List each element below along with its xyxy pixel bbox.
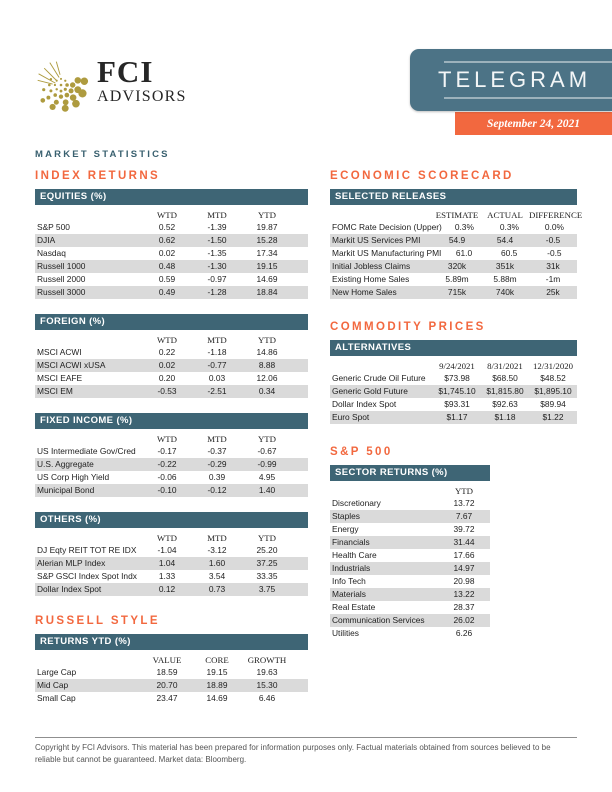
- table-row: [35, 458, 308, 471]
- row-label: US Corp High Yield: [37, 472, 110, 482]
- column-header: WTD: [156, 532, 178, 543]
- row-label: S&P GSCI Index Spot Indx: [37, 571, 137, 581]
- cell-value: -1.35: [207, 248, 227, 258]
- right-column: [330, 170, 583, 655]
- table-row: [35, 570, 308, 583]
- table-row: [330, 234, 577, 247]
- column-header: YTD: [257, 209, 277, 220]
- column-header-row: [330, 485, 490, 497]
- cell-value: -0.06: [157, 472, 177, 482]
- column-header-row: [35, 532, 308, 544]
- cell-value: 13.22: [453, 589, 475, 599]
- cell-value: 5.89m: [445, 274, 469, 284]
- page-title: MARKET STATISTICS: [35, 149, 170, 160]
- column-header-row: [330, 360, 577, 372]
- cell-value: -0.5: [547, 248, 562, 258]
- row-label: Health Care: [332, 550, 377, 560]
- table-row: [330, 523, 490, 536]
- column-header: 8/31/2021: [487, 360, 523, 371]
- cell-value: $93.31: [444, 399, 470, 409]
- table-row: [330, 562, 490, 575]
- banner-title: TELEGRAM: [438, 66, 592, 92]
- row-label: U.S. Aggregate: [37, 459, 94, 469]
- selected-releases-table: [330, 189, 583, 299]
- table-row: [35, 286, 308, 299]
- row-label: Small Cap: [37, 693, 76, 703]
- cell-value: 0.49: [158, 287, 176, 297]
- sector-returns-table: [330, 465, 490, 640]
- left-column: [35, 170, 308, 720]
- column-header: CORE: [205, 654, 229, 665]
- cell-value: 18.59: [156, 667, 178, 677]
- cell-value: -1.50: [207, 235, 227, 245]
- banner-rule-top: [444, 61, 612, 63]
- cell-value: 0.03: [208, 373, 226, 383]
- table-row: [330, 601, 490, 614]
- row-label: Discretionary: [332, 498, 381, 508]
- table-row: [35, 484, 308, 497]
- cell-value: 0.34: [258, 386, 276, 396]
- row-label: Communication Services: [332, 615, 425, 625]
- cell-value: 4.95: [258, 472, 276, 482]
- cell-value: -1.30: [207, 261, 227, 271]
- table-row: [35, 234, 308, 247]
- cell-value: -0.10: [157, 485, 177, 495]
- table-title-bar: FOREIGN (%): [35, 314, 308, 330]
- cell-value: -0.5: [545, 235, 561, 245]
- cell-value: 31k: [546, 261, 560, 271]
- column-header-row: [35, 433, 308, 445]
- row-label: Industrials: [332, 563, 371, 573]
- cell-value: 28.37: [453, 602, 475, 612]
- table-row: [35, 221, 308, 234]
- cell-value: 25.20: [256, 545, 278, 555]
- row-label: Staples: [332, 511, 360, 521]
- cell-value: 14.69: [206, 693, 228, 703]
- cell-value: 15.28: [256, 235, 278, 245]
- table-row: [330, 510, 490, 523]
- row-label: Generic Crude Oil Future: [332, 373, 426, 383]
- table-row: [35, 346, 308, 359]
- cell-value: 740k: [495, 287, 515, 297]
- cell-value: $1,745.10: [438, 386, 476, 396]
- cell-value: $73.98: [444, 373, 470, 383]
- table-title-bar: ALTERNATIVES: [330, 340, 577, 356]
- cell-value: -1.28: [207, 287, 227, 297]
- table-row: [330, 398, 577, 411]
- row-label: Large Cap: [37, 667, 77, 677]
- cell-value: 0.48: [158, 261, 176, 271]
- cell-value: 3.75: [258, 584, 276, 594]
- cell-value: -0.67: [257, 446, 277, 456]
- row-label: Mid Cap: [37, 680, 69, 690]
- table-row: [330, 536, 490, 549]
- cell-value: $48.52: [540, 373, 566, 383]
- column-header: ESTIMATE: [435, 209, 479, 220]
- row-label: Municipal Bond: [37, 485, 95, 495]
- cell-value: 39.72: [453, 524, 475, 534]
- row-label: Generic Gold Future: [332, 386, 408, 396]
- cell-value: 0.3%: [499, 222, 519, 232]
- table-row: [35, 583, 308, 596]
- cell-value: 0.12: [158, 584, 176, 594]
- column-header: WTD: [156, 209, 178, 220]
- row-label: MSCI ACWI xUSA: [37, 360, 106, 370]
- column-header: WTD: [156, 433, 178, 444]
- row-label: Materials: [332, 589, 366, 599]
- cell-value: 17.66: [453, 550, 475, 560]
- section-heading-commodity-prices: COMMODITY PRICES: [330, 321, 486, 333]
- row-label: DJ Eqty REIT TOT RE IDX: [37, 545, 137, 555]
- cell-value: 0.73: [208, 584, 226, 594]
- equities-table: [35, 189, 308, 299]
- table-row: [330, 372, 577, 385]
- cell-value: 0.39: [208, 472, 226, 482]
- cell-value: 14.86: [256, 347, 278, 357]
- cell-value: 33.35: [256, 571, 278, 581]
- table-row: [35, 385, 308, 398]
- table-row: [35, 273, 308, 286]
- column-header: YTD: [257, 532, 277, 543]
- cell-value: 5.88m: [493, 274, 517, 284]
- column-header-row: [35, 334, 308, 346]
- table-title-bar: FIXED INCOME (%): [35, 413, 308, 429]
- table-row: [330, 385, 577, 398]
- cell-value: 6.46: [258, 693, 276, 703]
- cell-value: 19.15: [206, 667, 228, 677]
- table-row: [35, 666, 308, 679]
- row-label: Russell 2000: [37, 274, 86, 284]
- column-header: 9/24/2021: [439, 360, 475, 371]
- row-label: Existing Home Sales: [332, 274, 410, 284]
- row-label: Initial Jobless Claims: [332, 261, 411, 271]
- cell-value: 19.15: [256, 261, 278, 271]
- table-title-bar: OTHERS (%): [35, 512, 308, 528]
- cell-value: 0.22: [158, 347, 176, 357]
- cell-value: -0.97: [207, 274, 227, 284]
- table-row: [330, 273, 577, 286]
- cell-value: 7.67: [455, 511, 473, 521]
- table-row: [330, 614, 490, 627]
- cell-value: 1.40: [258, 485, 276, 495]
- column-header: 12/31/2020: [532, 360, 574, 371]
- cell-value: 0.3%: [454, 222, 474, 232]
- cell-value: 1.33: [158, 571, 176, 581]
- row-label: Real Estate: [332, 602, 376, 612]
- cell-value: 19.63: [256, 667, 278, 677]
- cell-value: $1.22: [542, 412, 564, 422]
- table-title-bar: SECTOR RETURNS (%): [330, 465, 490, 481]
- table-row: [330, 497, 490, 510]
- row-label: Dollar Index Spot: [332, 399, 397, 409]
- cell-value: -0.53: [157, 386, 177, 396]
- column-header: MTD: [207, 532, 227, 543]
- row-label: Markit US Services PMI: [332, 235, 421, 245]
- column-header: MTD: [207, 433, 227, 444]
- others-table: [35, 512, 308, 596]
- fixed-income-table: [35, 413, 308, 497]
- row-label: Alerian MLP Index: [37, 558, 106, 568]
- cell-value: -3.12: [207, 545, 227, 555]
- banner-rule-bottom: [444, 97, 612, 99]
- cell-value: $1.17: [446, 412, 468, 422]
- table-row: [35, 679, 308, 692]
- cell-value: 17.34: [256, 248, 278, 258]
- column-header-row: [330, 209, 583, 221]
- row-label: Info Tech: [332, 576, 366, 586]
- cell-value: 0.52: [158, 222, 176, 232]
- table-row: [35, 260, 308, 273]
- cell-value: 715k: [447, 287, 467, 297]
- fci-logo: [33, 56, 187, 114]
- column-header: GROWTH: [247, 654, 287, 665]
- table-title-bar: SELECTED RELEASES: [330, 189, 577, 205]
- foreign-table: [35, 314, 308, 398]
- column-header: MTD: [207, 209, 227, 220]
- table-row: [330, 549, 490, 562]
- section-heading-economic-scorecard: ECONOMIC SCORECARD: [330, 170, 514, 182]
- cell-value: 23.47: [156, 693, 178, 703]
- column-header: YTD: [257, 334, 277, 345]
- cell-value: -0.99: [257, 459, 277, 469]
- row-label: New Home Sales: [332, 287, 397, 297]
- row-label: US Intermediate Gov/Cred: [37, 446, 136, 456]
- cell-value: -0.37: [207, 446, 227, 456]
- column-header-row: [35, 654, 308, 666]
- section-heading-sp500: S&P 500: [330, 446, 393, 458]
- row-label: Financials: [332, 537, 370, 547]
- cell-value: 320k: [447, 261, 467, 271]
- cell-value: -0.17: [157, 446, 177, 456]
- cell-value: 0.59: [158, 274, 176, 284]
- row-label: MSCI EAFE: [37, 373, 83, 383]
- column-header: DIFFERENCE: [529, 209, 583, 220]
- table-title-bar: EQUITIES (%): [35, 189, 308, 205]
- row-label: Energy: [332, 524, 359, 534]
- cell-value: 20.70: [156, 680, 178, 690]
- cell-value: $1.18: [494, 412, 516, 422]
- cell-value: 14.97: [453, 563, 475, 573]
- cell-value: 6.26: [455, 628, 473, 638]
- cell-value: $1,815.80: [486, 386, 524, 396]
- row-label: MSCI EM: [37, 386, 73, 396]
- row-label: S&P 500: [37, 222, 70, 232]
- table-row: [330, 627, 490, 640]
- cell-value: 8.88: [258, 360, 276, 370]
- brand-subname: ADVISORS: [97, 88, 187, 105]
- cell-value: 12.06: [256, 373, 278, 383]
- cell-value: $92.63: [492, 399, 518, 409]
- row-label: MSCI ACWI: [37, 347, 82, 357]
- table-row: [35, 372, 308, 385]
- table-row: [330, 286, 577, 299]
- table-row: [35, 359, 308, 372]
- row-label: Euro Spot: [332, 412, 370, 422]
- column-header: WTD: [156, 334, 178, 345]
- table-row: [330, 575, 490, 588]
- cell-value: $89.94: [540, 399, 566, 409]
- cell-value: 0.0%: [544, 222, 564, 232]
- cell-value: 19.87: [256, 222, 278, 232]
- section-heading-russell-style: RUSSELL STYLE: [35, 615, 160, 627]
- table-row: [35, 445, 308, 458]
- cell-value: -0.12: [207, 485, 227, 495]
- date-ribbon: September 24, 2021: [455, 112, 612, 135]
- row-label: Markit US Manufacturing PMI: [332, 248, 442, 258]
- row-label: Utilities: [332, 628, 359, 638]
- table-row: [35, 471, 308, 484]
- table-row: [330, 221, 577, 234]
- cell-value: 31.44: [453, 537, 475, 547]
- column-header: VALUE: [152, 654, 182, 665]
- table-row: [330, 260, 577, 273]
- column-header: MTD: [207, 334, 227, 345]
- cell-value: -0.29: [207, 459, 227, 469]
- cell-value: 37.25: [256, 558, 278, 568]
- cell-value: 0.02: [158, 360, 176, 370]
- section-heading-index-returns: INDEX RETURNS: [35, 170, 161, 182]
- cell-value: 0.02: [158, 248, 176, 258]
- row-label: DJIA: [37, 235, 56, 245]
- footer-disclaimer: Copyright by FCI Advisors. This material has been prepared for information purposes only. Factual materials obtained from sources believed to be reliable but cannot be guaranteed. Market data: Bloomberg.: [35, 737, 577, 766]
- table-row: [330, 588, 490, 601]
- cell-value: -1.18: [207, 347, 227, 357]
- cell-value: 3.54: [208, 571, 226, 581]
- cell-value: -2.51: [207, 386, 227, 396]
- row-label: Russell 3000: [37, 287, 86, 297]
- table-row: [35, 692, 308, 705]
- cell-value: 54.4: [496, 235, 514, 245]
- cell-value: 54.9: [448, 235, 466, 245]
- cell-value: 60.5: [501, 248, 518, 258]
- cell-value: 0.20: [158, 373, 176, 383]
- cell-value: 351k: [495, 261, 515, 271]
- column-header: ACTUAL: [487, 209, 523, 220]
- cell-value: 20.98: [453, 576, 475, 586]
- cell-value: $1,895.10: [534, 386, 572, 396]
- brand-name: FCI: [97, 54, 154, 89]
- russell-returns-table: [35, 634, 308, 705]
- row-label: FOMC Rate Decision (Upper): [332, 222, 442, 232]
- column-header-row: [35, 209, 308, 221]
- cell-value: 18.84: [256, 287, 278, 297]
- cell-value: 14.69: [256, 274, 278, 284]
- cell-value: -1.39: [207, 222, 227, 232]
- fci-globe-icon: [33, 56, 89, 114]
- row-label: Russell 1000: [37, 261, 86, 271]
- cell-value: 61.0: [455, 248, 473, 258]
- cell-value: 13.72: [453, 498, 475, 508]
- cell-value: -1m: [545, 274, 561, 284]
- column-header: YTD: [454, 485, 474, 496]
- table-row: [330, 247, 577, 260]
- table-row: [35, 247, 308, 260]
- cell-value: 26.02: [453, 615, 475, 625]
- telegram-banner: [410, 49, 612, 111]
- cell-value: 1.60: [208, 558, 226, 568]
- cell-value: 1.04: [158, 558, 176, 568]
- cell-value: -1.04: [157, 545, 177, 555]
- table-row: [330, 411, 577, 424]
- cell-value: 0.62: [158, 235, 176, 245]
- cell-value: 15.30: [256, 680, 278, 690]
- cell-value: 25k: [546, 287, 560, 297]
- row-label: Nasdaq: [37, 248, 66, 258]
- cell-value: 18.89: [206, 680, 228, 690]
- column-header: YTD: [257, 433, 277, 444]
- alternatives-table: [330, 340, 577, 424]
- table-row: [35, 557, 308, 570]
- cell-value: $68.50: [492, 373, 518, 383]
- cell-value: -0.22: [157, 459, 177, 469]
- table-title-bar: RETURNS YTD (%): [35, 634, 308, 650]
- cell-value: -0.77: [207, 360, 227, 370]
- table-row: [35, 544, 308, 557]
- row-label: Dollar Index Spot: [37, 584, 102, 594]
